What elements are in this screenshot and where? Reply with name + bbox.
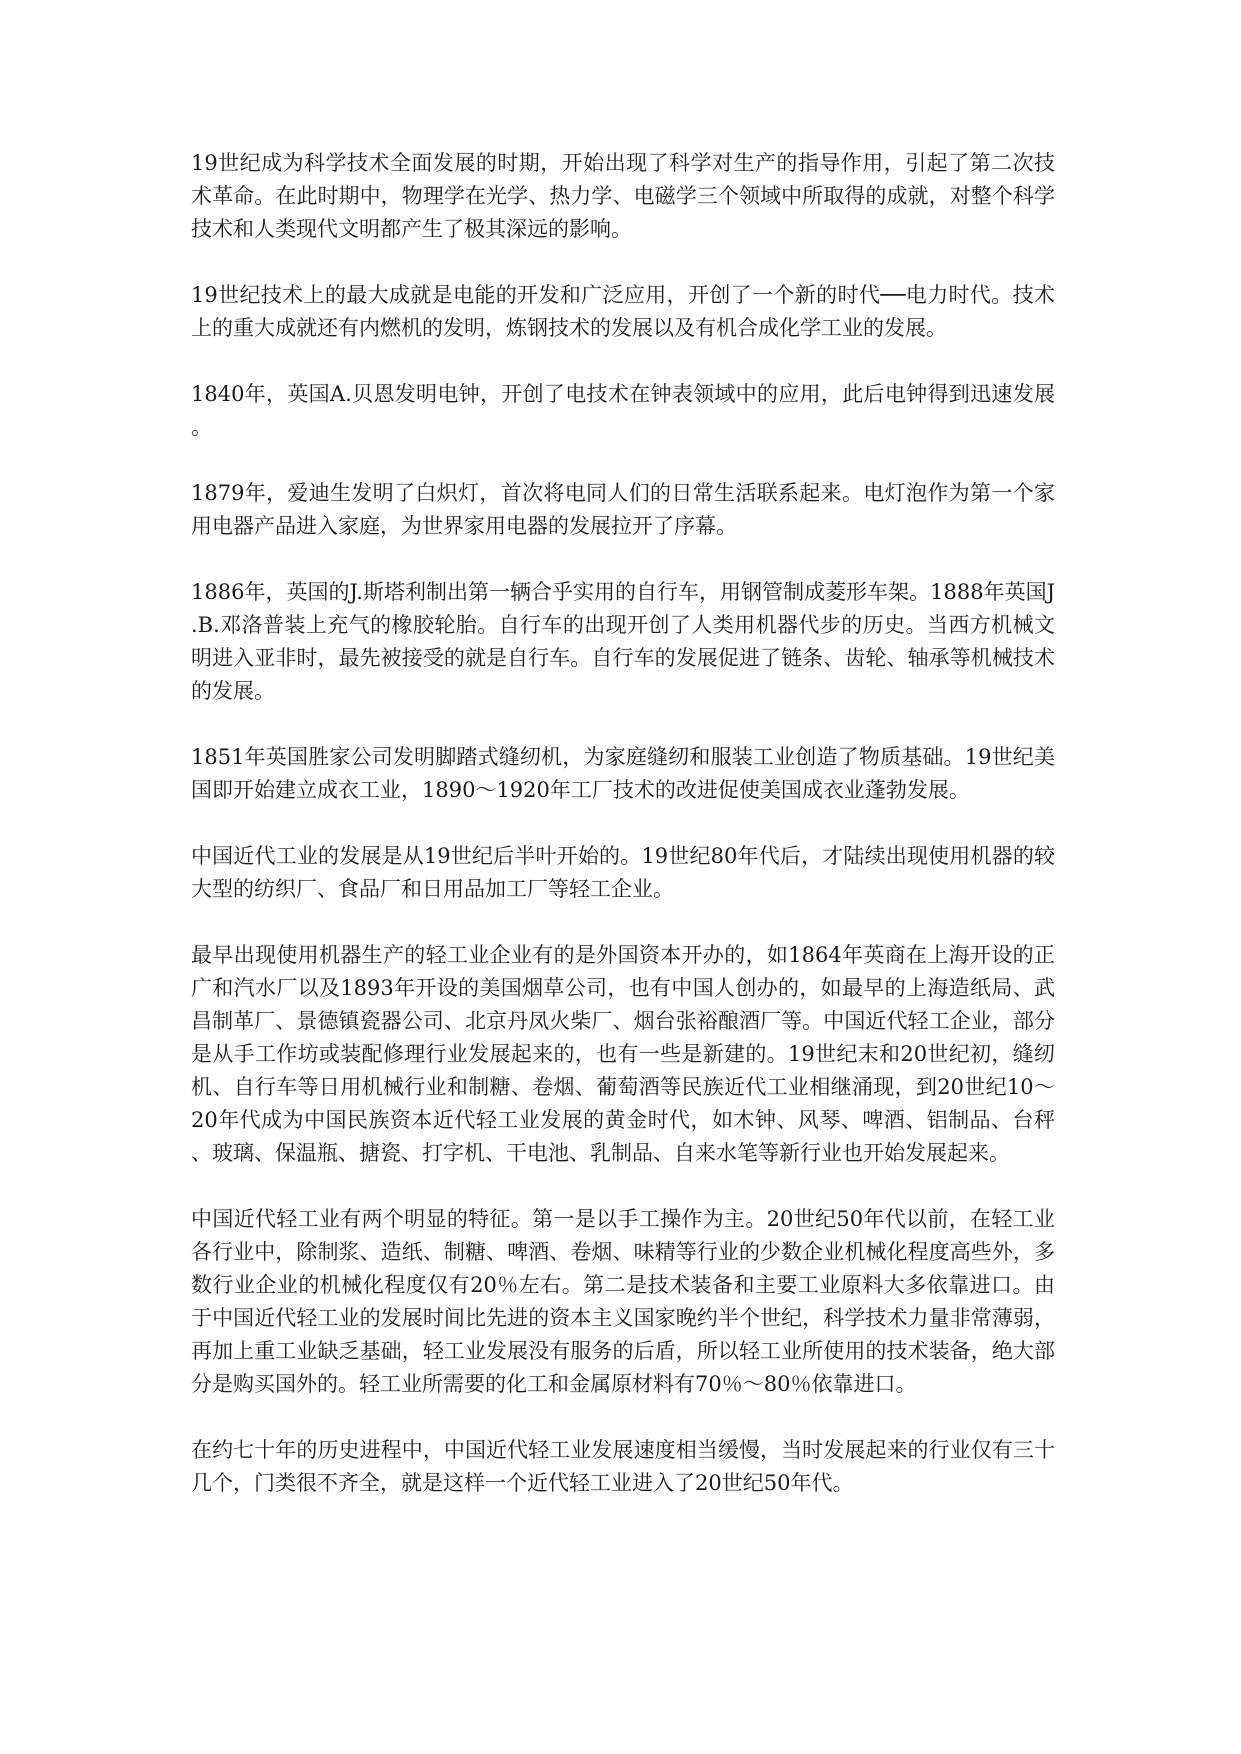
paragraph-10: 在约七十年的历史进程中，中国近代轻工业发展速度相当缓慢，当时发展起来的行业仅有三十几个，门类很不齐全，就是这样一个近代轻工业进入了20世纪50年代。 — [191, 1438, 1055, 1495]
paragraph-3: 1840年，英国A.贝恩发明电钟，开创了电技术在钟表领域中的应用，此后电钟得到迅速发展。 — [191, 382, 1055, 439]
paragraph-5: 1886年，英国的J.斯塔利制出第一辆合乎实用的自行车，用钢管制成菱形车架。1888年英国J.B.邓洛普装上充气的橡胶轮胎。自行车的出现开创了人类用机器代步的历史。当西方机械文明进入亚非时，最先被接受的就是自行车。自行车的发展促进了链条、齿轮、轴承等机械技术的发展。 — [191, 580, 1055, 703]
paragraph-6: 1851年英国胜家公司发明脚踏式缝纫机，为家庭缝纫和服装工业创造了物质基础。19世纪美国即开始建立成衣工业，1890～1920年工厂技术的改进促使美国成衣业蓬勃发展。 — [191, 745, 1055, 802]
paragraph-9: 中国近代轻工业有两个明显的特征。第一是以手工操作为主。20世纪50年代以前，在轻工业各行业中，除制浆、造纸、制糖、啤酒、卷烟、味精等行业的少数企业机械化程度高些外，多数行业企业的机械化程度仅有20％左右。第二是技术装备和主要工业原料大多依靠进口。由于中国近代轻工业的发展时间比先进的资本主义国家晚约半个世纪，科学技术力量非常薄弱，再加上重工业缺乏基础，轻工业发展没有服务的后盾，所以轻工业所使用的技术装备，绝大部分是购买国外的。轻工业所需要的化工和金属原材料有70％～80％依靠进口。 — [191, 1207, 1055, 1396]
paragraph-4: 1879年，爱迪生发明了白炽灯，首次将电同人们的日常生活联系起来。电灯泡作为第一个家用电器产品进入家庭，为世界家用电器的发展拉开了序幕。 — [191, 481, 1055, 538]
paragraph-8: 最早出现使用机器生产的轻工业企业有的是外国资本开办的，如1864年英商在上海开设的正广和汽水厂以及1893年开设的美国烟草公司，也有中国人创办的，如最早的上海造纸局、武昌制革厂、景德镇瓷器公司、北京丹凤火柴厂、烟台张裕酿酒厂等。中国近代轻工企业，部分是从手工作坊或装配修理行业发展起来的，也有一些是新建的。19世纪末和20世纪初，缝纫机、自行车等日用机械行业和制糖、卷烟、葡萄酒等民族近代工业相继涌现，到20世纪10～20年代成为中国民族资本近代轻工业发展的黄金时代，如木钟、风琴、啤酒、铝制品、台秤、玻璃、保温瓶、搪瓷、打字机、干电池、乳制品、自来水笔等新行业也开始发展起来。 — [191, 943, 1055, 1165]
paragraph-7: 中国近代工业的发展是从19世纪后半叶开始的。19世纪80年代后，才陆续出现使用机器的较大型的纺织厂、食品厂和日用品加工厂等轻工企业。 — [191, 844, 1055, 901]
paragraph-2: 19世纪技术上的最大成就是电能的开发和广泛应用，开创了一个新的时代──电力时代。技术上的重大成就还有内燃机的发明，炼钢技术的发展以及有机合成化学工业的发展。 — [191, 283, 1055, 340]
document-body — [191, 147, 1055, 1500]
paragraph-1: 19世纪成为科学技术全面发展的时期，开始出现了科学对生产的指导作用，引起了第二次技术革命。在此时期中，物理学在光学、热力学、电磁学三个领域中所取得的成就，对整个科学技术和人类现代文明都产生了极其深远的影响。 — [191, 151, 1055, 241]
